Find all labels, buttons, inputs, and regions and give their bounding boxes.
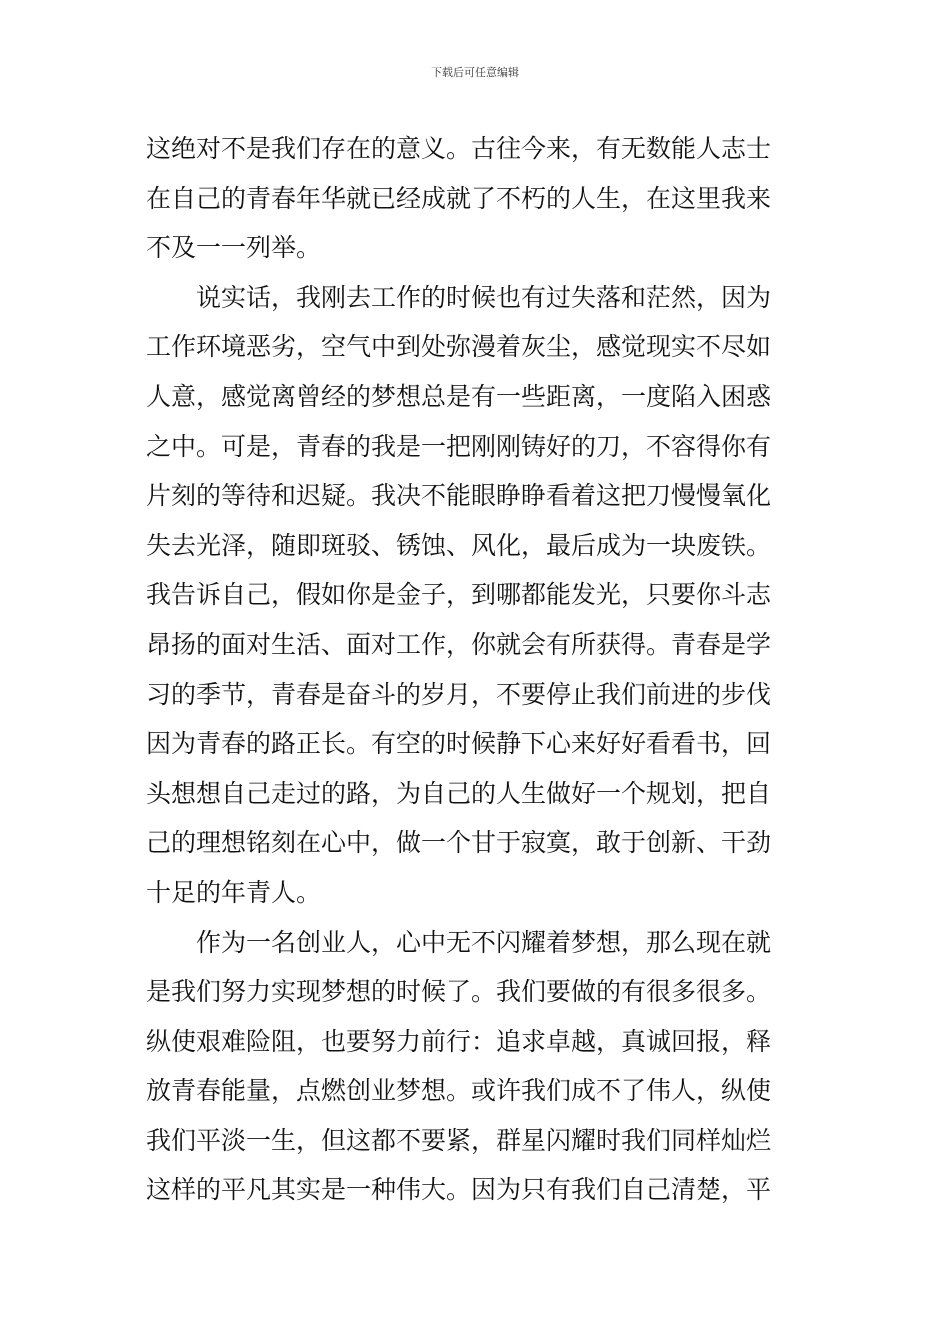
text-line: 因为青春的路正长。有空的时候静下心来好好看看书，回: [146, 729, 772, 759]
text-line: 作为一名创业人，心中无不闪耀着梦想，那么现在就: [196, 927, 772, 957]
text-line: 在自己的青春年华就已经成就了不朽的人生，在这里我来: [146, 183, 772, 213]
text-line: 放青春能量，点燃创业梦想。或许我们成不了伟人，纵使: [146, 1076, 772, 1106]
text-line: 人意，感觉离曾经的梦想总是有一些距离，一度陷入困惑: [146, 381, 772, 411]
text-line: 头想想自己走过的路，为自己的人生做好一个规划，把自: [146, 778, 772, 808]
text-line: 我告诉自己，假如你是金子，到哪都能发光，只要你斗志: [146, 580, 772, 610]
text-line: 是我们努力实现梦想的时候了。我们要做的有很多很多。: [146, 977, 772, 1007]
text-line: 昂扬的面对生活、面对工作，你就会有所获得。青春是学: [146, 629, 772, 659]
text-line: 习的季节，青春是奋斗的岁月，不要停止我们前进的步伐: [146, 679, 772, 709]
text-line: 失去光泽，随即斑驳、锈蚀、风化，最后成为一块废铁。: [146, 530, 772, 560]
text-line: 说实话，我刚去工作的时候也有过失落和茫然，因为: [196, 282, 772, 312]
text-line: 这绝对不是我们存在的意义。古往今来，有无数能人志士: [146, 134, 772, 163]
page-header: 下载后可任意编辑: [431, 66, 519, 79]
text-line: 不及一一列举。: [146, 233, 322, 263]
text-line: 这样的平凡其实是一种伟大。因为只有我们自己清楚，平: [146, 1175, 772, 1205]
text-line: 片刻的等待和迟疑。我决不能眼睁睁看着这把刀慢慢氧化: [146, 481, 772, 511]
text-line: 十足的年青人。: [146, 877, 322, 907]
text-line: 之中。可是，青春的我是一把刚刚铸好的刀，不容得你有: [146, 431, 772, 461]
text-line: 工作环境恶劣，空气中到处弥漫着灰尘，感觉现实不尽如: [146, 332, 772, 362]
text-line: 我们平淡一生，但这都不要紧，群星闪耀时我们同样灿烂: [146, 1125, 772, 1155]
text-line: 己的理想铭刻在心中，做一个甘于寂寞，敢于创新、干劲: [146, 828, 772, 858]
text-line: 纵使艰难险阻，也要努力前行：追求卓越，真诚回报，释: [146, 1026, 772, 1056]
paragraph: [146, 918, 811, 1216]
paragraph: [146, 124, 811, 273]
document-body: [146, 124, 811, 1215]
paragraph: [146, 273, 811, 918]
